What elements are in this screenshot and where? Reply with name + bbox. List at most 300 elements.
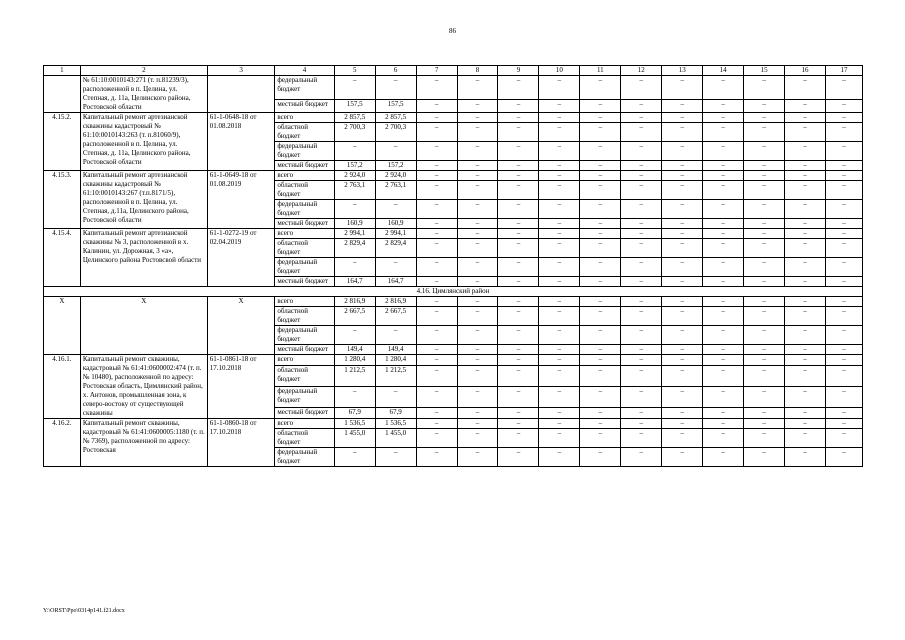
table-row [44, 113, 863, 123]
empty-year-cell: – [662, 76, 703, 100]
empty-year-cell: – [539, 448, 580, 467]
empty-year-cell: – [662, 429, 703, 448]
empty-year-cell: – [539, 171, 580, 181]
empty-year-cell: – [457, 297, 498, 307]
empty-year-cell: – [457, 171, 498, 181]
amount-cell: – [375, 76, 416, 100]
empty-year-cell: – [498, 76, 539, 100]
empty-year-cell: – [785, 258, 826, 277]
contract-reference [207, 76, 275, 113]
amount-cell: 164,7 [334, 277, 375, 287]
empty-year-cell: – [785, 161, 826, 171]
empty-year-cell: – [703, 76, 744, 100]
empty-year-cell: – [580, 386, 621, 407]
empty-year-cell: – [498, 407, 539, 418]
empty-year-cell: – [744, 229, 785, 239]
empty-year-cell: – [785, 100, 826, 113]
empty-year-cell: – [785, 297, 826, 307]
amount-cell: 2 924,0 [375, 171, 416, 181]
empty-year-cell: – [785, 419, 826, 429]
empty-year-cell: – [662, 239, 703, 258]
empty-year-cell: – [416, 123, 457, 142]
amount-cell: 2 857,5 [334, 113, 375, 123]
item-number: Х [44, 297, 81, 355]
empty-year-cell: – [457, 326, 498, 345]
amount-cell: 160,9 [375, 219, 416, 229]
empty-year-cell: – [744, 113, 785, 123]
empty-year-cell: – [785, 142, 826, 161]
empty-year-cell: – [416, 419, 457, 429]
empty-year-cell: – [539, 297, 580, 307]
table-row [44, 76, 863, 100]
amount-cell: – [334, 448, 375, 467]
empty-year-cell: – [416, 161, 457, 171]
empty-year-cell: – [662, 386, 703, 407]
empty-year-cell: – [703, 123, 744, 142]
empty-year-cell: – [825, 355, 862, 366]
funding-source: всего [275, 419, 334, 429]
empty-year-cell: – [457, 76, 498, 100]
table-row [44, 355, 863, 366]
amount-cell: 1 455,0 [375, 429, 416, 448]
empty-year-cell: – [744, 407, 785, 418]
empty-year-cell: – [662, 345, 703, 355]
empty-year-cell: – [580, 448, 621, 467]
empty-year-cell: – [539, 326, 580, 345]
empty-year-cell: – [498, 181, 539, 200]
empty-year-cell: – [662, 326, 703, 345]
empty-year-cell: – [744, 219, 785, 229]
empty-year-cell: – [457, 181, 498, 200]
amount-cell: 160,9 [334, 219, 375, 229]
empty-year-cell: – [744, 142, 785, 161]
empty-year-cell: – [621, 448, 662, 467]
item-description: Капитальный ремонт скважины, кадастровый № 61:41:0600005:1180 (т. п. № 7369), расположенной по адресу: Ростовская [80, 419, 207, 467]
empty-year-cell: – [539, 419, 580, 429]
empty-year-cell: – [621, 219, 662, 229]
amount-cell: 2 829,4 [375, 239, 416, 258]
column-number: 6 [375, 66, 416, 76]
empty-year-cell: – [825, 277, 862, 287]
empty-year-cell: – [580, 419, 621, 429]
empty-year-cell: – [662, 113, 703, 123]
column-number: 15 [744, 66, 785, 76]
item-number: 4.15.3. [44, 171, 81, 229]
empty-year-cell: – [621, 345, 662, 355]
empty-year-cell: – [539, 219, 580, 229]
amount-cell: 2 700,3 [375, 123, 416, 142]
item-number: 4.15.2. [44, 113, 81, 171]
funding-source: местный бюджет [275, 345, 334, 355]
amount-cell: 67,9 [375, 407, 416, 418]
empty-year-cell: – [498, 345, 539, 355]
empty-year-cell: – [744, 200, 785, 219]
empty-year-cell: – [539, 200, 580, 219]
empty-year-cell: – [703, 229, 744, 239]
empty-year-cell: – [580, 229, 621, 239]
empty-year-cell: – [744, 307, 785, 326]
funding-source: местный бюджет [275, 100, 334, 113]
amount-cell: 2 816,9 [375, 297, 416, 307]
amount-cell: 149,4 [334, 345, 375, 355]
column-number: 4 [275, 66, 334, 76]
amount-cell: 2 667,5 [334, 307, 375, 326]
empty-year-cell: – [539, 161, 580, 171]
empty-year-cell: – [580, 239, 621, 258]
empty-year-cell: – [539, 258, 580, 277]
empty-year-cell: – [825, 239, 862, 258]
empty-year-cell: – [785, 113, 826, 123]
empty-year-cell: – [539, 345, 580, 355]
empty-year-cell: – [621, 386, 662, 407]
empty-year-cell: – [703, 181, 744, 200]
amount-cell: 157,2 [375, 161, 416, 171]
empty-year-cell: – [744, 100, 785, 113]
funding-source: федеральный бюджет [275, 258, 334, 277]
empty-year-cell: – [662, 307, 703, 326]
empty-year-cell: – [457, 219, 498, 229]
empty-year-cell: – [703, 277, 744, 287]
amount-cell: – [375, 386, 416, 407]
contract-reference: 61-1-0860-18 от 17.10.2018 [207, 419, 275, 467]
column-number: 10 [539, 66, 580, 76]
empty-year-cell: – [580, 258, 621, 277]
empty-year-cell: – [785, 345, 826, 355]
empty-year-cell: – [703, 386, 744, 407]
empty-year-cell: – [825, 386, 862, 407]
empty-year-cell: – [662, 219, 703, 229]
empty-year-cell: – [498, 123, 539, 142]
empty-year-cell: – [580, 277, 621, 287]
empty-year-cell: – [416, 100, 457, 113]
empty-year-cell: – [416, 219, 457, 229]
empty-year-cell: – [580, 219, 621, 229]
column-number: 9 [498, 66, 539, 76]
empty-year-cell: – [457, 277, 498, 287]
amount-cell: 1 455,0 [334, 429, 375, 448]
empty-year-cell: – [703, 258, 744, 277]
empty-year-cell: – [785, 366, 826, 387]
empty-year-cell: – [621, 297, 662, 307]
empty-year-cell: – [744, 297, 785, 307]
empty-year-cell: – [457, 307, 498, 326]
empty-year-cell: – [744, 277, 785, 287]
empty-year-cell: – [498, 258, 539, 277]
funding-source: местный бюджет [275, 407, 334, 418]
empty-year-cell: – [580, 100, 621, 113]
empty-year-cell: – [703, 100, 744, 113]
empty-year-cell: – [498, 142, 539, 161]
column-number: 16 [785, 66, 826, 76]
empty-year-cell: – [785, 448, 826, 467]
empty-year-cell: – [662, 366, 703, 387]
empty-year-cell: – [744, 123, 785, 142]
empty-year-cell: – [580, 76, 621, 100]
amount-cell: 157,5 [334, 100, 375, 113]
column-number: 11 [580, 66, 621, 76]
empty-year-cell: – [621, 366, 662, 387]
amount-cell: 2 700,3 [334, 123, 375, 142]
empty-year-cell: – [416, 307, 457, 326]
empty-year-cell: – [580, 366, 621, 387]
empty-year-cell: – [498, 277, 539, 287]
table-row [44, 171, 863, 181]
empty-year-cell: – [580, 200, 621, 219]
empty-year-cell: – [416, 448, 457, 467]
item-description: Капитальный ремонт артезианской скважины № 3, расположенной в х. Калинин, ул. Дорожная, 3 «а», Целинского района Ростовсвой области [80, 229, 207, 287]
empty-year-cell: – [416, 345, 457, 355]
empty-year-cell: – [703, 448, 744, 467]
empty-year-cell: – [744, 326, 785, 345]
empty-year-cell: – [785, 326, 826, 345]
empty-year-cell: – [539, 142, 580, 161]
empty-year-cell: – [785, 181, 826, 200]
item-description: № 61:10:0010143:271 (т. п.81239/3), расположенной в п. Целина, ул. Степная, д. 11а, Целинского района, Ростовской области [80, 76, 207, 113]
empty-year-cell: – [703, 429, 744, 448]
empty-year-cell: – [825, 200, 862, 219]
empty-year-cell: – [825, 76, 862, 100]
empty-year-cell: – [498, 307, 539, 326]
amount-cell: – [334, 142, 375, 161]
column-number: 8 [457, 66, 498, 76]
empty-year-cell: – [457, 345, 498, 355]
empty-year-cell: – [457, 239, 498, 258]
empty-year-cell: – [539, 386, 580, 407]
funding-source: областной бюджет [275, 239, 334, 258]
empty-year-cell: – [621, 307, 662, 326]
amount-cell: 2 924,0 [334, 171, 375, 181]
empty-year-cell: – [621, 100, 662, 113]
funding-source: федеральный бюджет [275, 76, 334, 100]
item-description: Х [80, 297, 207, 355]
empty-year-cell: – [825, 297, 862, 307]
empty-year-cell: – [416, 407, 457, 418]
empty-year-cell: – [744, 419, 785, 429]
empty-year-cell: – [621, 326, 662, 345]
empty-year-cell: – [457, 407, 498, 418]
empty-year-cell: – [621, 277, 662, 287]
empty-year-cell: – [825, 326, 862, 345]
empty-year-cell: – [621, 200, 662, 219]
empty-year-cell: – [539, 429, 580, 448]
item-description: Капитальный ремонт скважины, кадастровый № 61:41:0600002:474 (т. п. № 10480), расположенной по адресу: Ростовская область, Цимлянский район, х. Антонов, промышленная зона, к северо-востоку от существующей скважины [80, 355, 207, 419]
empty-year-cell: – [621, 123, 662, 142]
column-number: 14 [703, 66, 744, 76]
funding-source: областной бюджет [275, 123, 334, 142]
funding-source: областной бюджет [275, 429, 334, 448]
empty-year-cell: – [662, 448, 703, 467]
empty-year-cell: – [662, 200, 703, 219]
empty-year-cell: – [580, 181, 621, 200]
empty-year-cell: – [744, 429, 785, 448]
empty-year-cell: – [621, 181, 662, 200]
column-number: 1 [44, 66, 81, 76]
empty-year-cell: – [825, 100, 862, 113]
empty-year-cell: – [825, 219, 862, 229]
empty-year-cell: – [825, 113, 862, 123]
empty-year-cell: – [580, 113, 621, 123]
column-number: 3 [207, 66, 275, 76]
amount-cell: 2 994,1 [375, 229, 416, 239]
empty-year-cell: – [580, 307, 621, 326]
amount-cell: 1 536,5 [334, 419, 375, 429]
amount-cell: 2 763,1 [375, 181, 416, 200]
empty-year-cell: – [785, 407, 826, 418]
empty-year-cell: – [744, 448, 785, 467]
empty-year-cell: – [457, 142, 498, 161]
empty-year-cell: – [457, 429, 498, 448]
amount-cell: 1 280,4 [375, 355, 416, 366]
empty-year-cell: – [416, 277, 457, 287]
section-row [44, 287, 863, 297]
funding-source: федеральный бюджет [275, 200, 334, 219]
empty-year-cell: – [498, 326, 539, 345]
empty-year-cell: – [539, 229, 580, 239]
funding-source: федеральный бюджет [275, 326, 334, 345]
empty-year-cell: – [825, 345, 862, 355]
empty-year-cell: – [580, 171, 621, 181]
empty-year-cell: – [703, 297, 744, 307]
funding-source: федеральный бюджет [275, 448, 334, 467]
section-title: 4.16. Цимлянский район [44, 287, 863, 297]
empty-year-cell: – [825, 171, 862, 181]
funding-source: областной бюджет [275, 366, 334, 387]
empty-year-cell: – [744, 161, 785, 171]
empty-year-cell: – [580, 429, 621, 448]
funding-source: всего [275, 297, 334, 307]
empty-year-cell: – [457, 161, 498, 171]
budget-table [43, 65, 863, 467]
empty-year-cell: – [498, 366, 539, 387]
empty-year-cell: – [580, 407, 621, 418]
column-number: 7 [416, 66, 457, 76]
empty-year-cell: – [498, 419, 539, 429]
empty-year-cell: – [744, 239, 785, 258]
empty-year-cell: – [662, 258, 703, 277]
empty-year-cell: – [621, 419, 662, 429]
amount-cell: 1 212,5 [375, 366, 416, 387]
empty-year-cell: – [825, 419, 862, 429]
empty-year-cell: – [416, 229, 457, 239]
empty-year-cell: – [457, 123, 498, 142]
empty-year-cell: – [662, 407, 703, 418]
empty-year-cell: – [498, 429, 539, 448]
empty-year-cell: – [703, 307, 744, 326]
empty-year-cell: – [416, 76, 457, 100]
empty-year-cell: – [703, 142, 744, 161]
empty-year-cell: – [825, 448, 862, 467]
amount-cell: 1 536,5 [375, 419, 416, 429]
amount-cell: 2 994,1 [334, 229, 375, 239]
empty-year-cell: – [703, 419, 744, 429]
empty-year-cell: – [662, 181, 703, 200]
amount-cell: 2 829,4 [334, 239, 375, 258]
empty-year-cell: – [539, 76, 580, 100]
empty-year-cell: – [498, 239, 539, 258]
empty-year-cell: – [662, 161, 703, 171]
empty-year-cell: – [703, 219, 744, 229]
empty-year-cell: – [785, 239, 826, 258]
amount-cell: 2 667,5 [375, 307, 416, 326]
amount-cell: 2 763,1 [334, 181, 375, 200]
empty-year-cell: – [498, 355, 539, 366]
amount-cell: 157,5 [375, 100, 416, 113]
funding-source: всего [275, 171, 334, 181]
empty-year-cell: – [825, 161, 862, 171]
empty-year-cell: – [621, 239, 662, 258]
empty-year-cell: – [785, 229, 826, 239]
empty-year-cell: – [498, 161, 539, 171]
empty-year-cell: – [457, 100, 498, 113]
empty-year-cell: – [621, 229, 662, 239]
empty-year-cell: – [785, 429, 826, 448]
empty-year-cell: – [457, 386, 498, 407]
empty-year-cell: – [825, 307, 862, 326]
empty-year-cell: – [825, 181, 862, 200]
empty-year-cell: – [744, 355, 785, 366]
amount-cell: – [375, 448, 416, 467]
empty-year-cell: – [416, 171, 457, 181]
empty-year-cell: – [825, 407, 862, 418]
empty-year-cell: – [703, 326, 744, 345]
contract-reference: 61-1-0861-18 от 17.10.2018 [207, 355, 275, 419]
empty-year-cell: – [457, 200, 498, 219]
empty-year-cell: – [539, 239, 580, 258]
empty-year-cell: – [744, 386, 785, 407]
empty-year-cell: – [457, 229, 498, 239]
empty-year-cell: – [703, 200, 744, 219]
contract-reference: 61-1-0648-18 от 01.08.2018 [207, 113, 275, 171]
empty-year-cell: – [785, 123, 826, 142]
amount-cell: – [334, 258, 375, 277]
item-number: 4.15.4. [44, 229, 81, 287]
empty-year-cell: – [825, 429, 862, 448]
empty-year-cell: – [498, 219, 539, 229]
empty-year-cell: – [539, 277, 580, 287]
empty-year-cell: – [825, 142, 862, 161]
empty-year-cell: – [416, 200, 457, 219]
funding-source: областной бюджет [275, 181, 334, 200]
empty-year-cell: – [621, 142, 662, 161]
funding-source: федеральный бюджет [275, 386, 334, 407]
empty-year-cell: – [744, 258, 785, 277]
empty-year-cell: – [416, 355, 457, 366]
empty-year-cell: – [457, 355, 498, 366]
empty-year-cell: – [416, 181, 457, 200]
empty-year-cell: – [785, 76, 826, 100]
empty-year-cell: – [744, 76, 785, 100]
empty-year-cell: – [580, 297, 621, 307]
amount-cell: 164,7 [375, 277, 416, 287]
empty-year-cell: – [539, 123, 580, 142]
amount-cell: – [334, 326, 375, 345]
empty-year-cell: – [621, 161, 662, 171]
empty-year-cell: – [457, 113, 498, 123]
page-number: 86 [449, 27, 456, 35]
funding-source: всего [275, 355, 334, 366]
column-number: 2 [80, 66, 207, 76]
empty-year-cell: – [539, 366, 580, 387]
empty-year-cell: – [703, 366, 744, 387]
empty-year-cell: – [498, 297, 539, 307]
empty-year-cell: – [662, 419, 703, 429]
empty-year-cell: – [539, 100, 580, 113]
item-description: Капитальный ремонт артезианской скважины кадастровый № 61:10:0010143:263 (т. п.81060/9), расположенной в п. Целина, ул. Степная, д. 11а, Целинского района, Ростовской области [80, 113, 207, 171]
empty-year-cell: – [621, 355, 662, 366]
empty-year-cell: – [662, 355, 703, 366]
empty-year-cell: – [703, 407, 744, 418]
column-number: 12 [621, 66, 662, 76]
